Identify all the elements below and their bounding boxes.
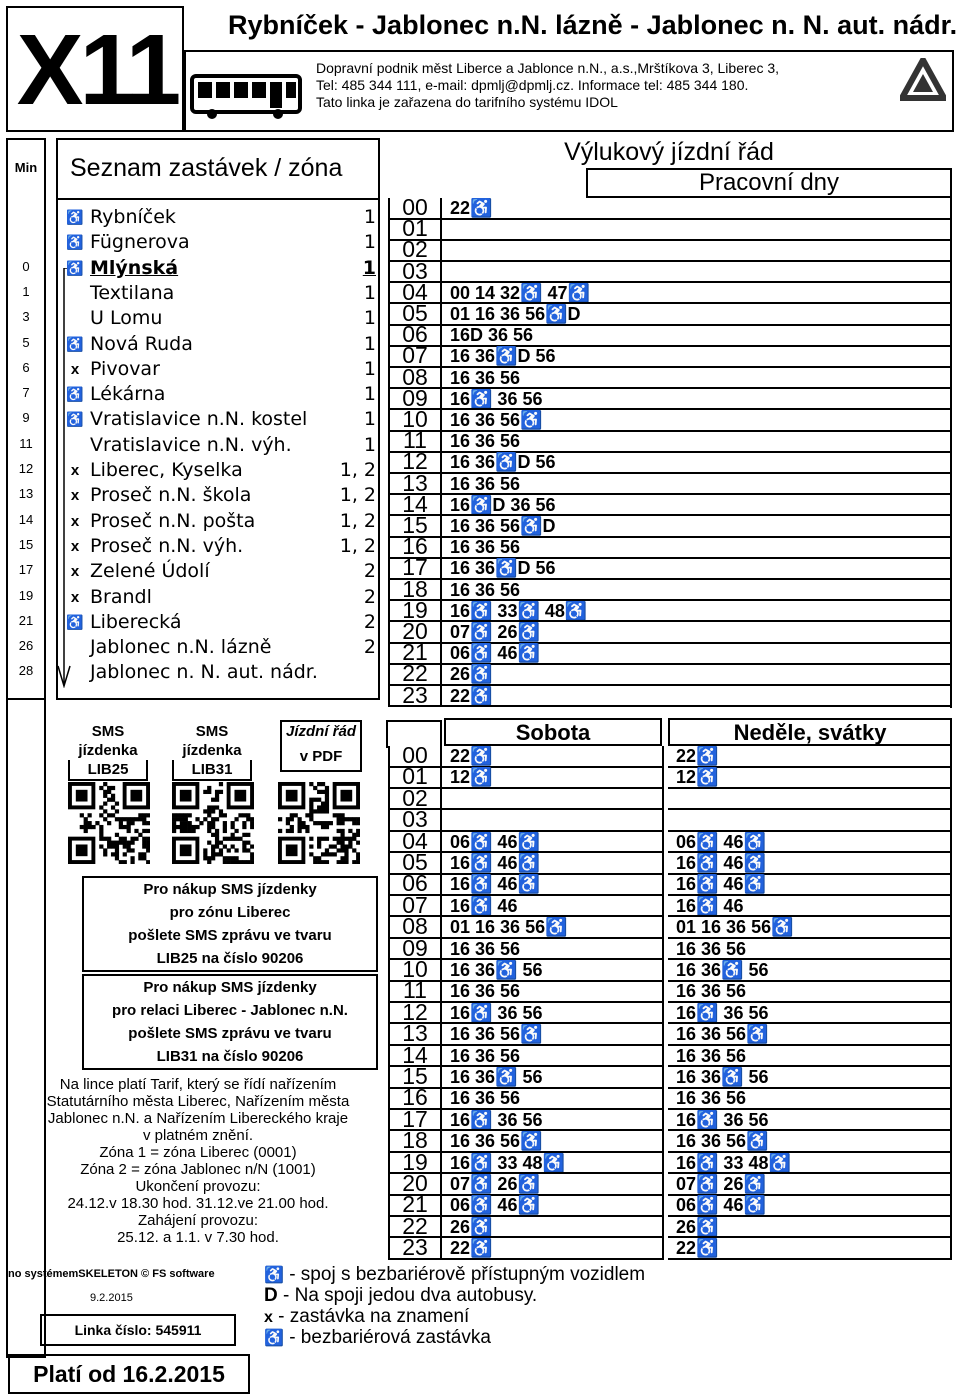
hour-cell: 08 bbox=[388, 917, 442, 939]
legend-text: - bezbariérová zastávka bbox=[283, 1327, 491, 1348]
hour-cell: 03 bbox=[388, 262, 442, 284]
hour-cell: 20 bbox=[388, 622, 442, 644]
wheelchair-icon: ♿ bbox=[66, 234, 84, 251]
sms-info-jablonec bbox=[82, 974, 378, 1070]
request-stop-icon: x bbox=[70, 487, 80, 505]
saturday-minutes: 01 16 36 56♿ bbox=[442, 917, 664, 939]
sunday-minutes: 16 36 56♿ bbox=[668, 1131, 952, 1153]
saturday-minutes bbox=[442, 810, 664, 832]
stop-name: Proseč n.N. pošta bbox=[90, 509, 256, 532]
wheelchair-icon: ♿ bbox=[66, 613, 84, 630]
sms-line: pošlete SMS zprávu ve tvaru bbox=[128, 1025, 332, 1042]
hour-cell: 00 bbox=[388, 198, 442, 220]
sunday-minutes: 16 36 56 bbox=[668, 1088, 952, 1110]
stop-zone: 1 bbox=[363, 332, 376, 355]
hour-cell: 09 bbox=[388, 389, 442, 411]
hour-cell: 03 bbox=[388, 810, 442, 832]
request-stop-icon: x bbox=[264, 1309, 273, 1326]
weekday-minutes: 06♿ 46♿ bbox=[442, 643, 952, 665]
sms-line: pro relaci Liberec - Jablonec n.N. bbox=[112, 1002, 348, 1019]
software-credit: no systémemSKELETON © FS software bbox=[8, 1268, 215, 1280]
saturday-minutes: 16 36 56♿ bbox=[442, 1131, 664, 1153]
hour-cell: 09 bbox=[388, 939, 442, 961]
sunday-minutes: 16 36 56 bbox=[668, 1046, 952, 1068]
tariff-line: Jablonec n.N. a Nařízením Libereckého kraje bbox=[47, 1110, 349, 1127]
saturday-minutes: 16♿ 46 bbox=[442, 896, 664, 918]
weekday-minutes: 16 36♿D 56 bbox=[442, 346, 952, 368]
divider bbox=[58, 198, 378, 200]
request-stop-icon: x bbox=[70, 563, 80, 581]
hour-cell: 01 bbox=[388, 219, 442, 241]
hour-cell: 16 bbox=[388, 1088, 442, 1110]
stop-zone: 1 bbox=[363, 307, 376, 330]
qr-label-lib31 bbox=[170, 722, 254, 781]
sms-line: pro zónu Liberec bbox=[169, 904, 291, 921]
hour-cell: 02 bbox=[388, 789, 442, 811]
sunday-minutes: 16♿ 36 56 bbox=[668, 1003, 952, 1025]
wheelchair-icon: ♿ bbox=[66, 335, 84, 352]
stop-zone: 1, 2 bbox=[339, 509, 376, 532]
stop-name: Nová Ruda bbox=[90, 332, 193, 355]
stop-zone: 1, 2 bbox=[339, 484, 376, 507]
minute-value: 5 bbox=[22, 334, 30, 350]
saturday-minutes: 12♿ bbox=[442, 767, 664, 789]
weekday-minutes bbox=[442, 262, 952, 284]
sunday-minutes: 16 36 56♿ bbox=[668, 1024, 952, 1046]
minute-value: 0 bbox=[22, 258, 30, 274]
tariff-line: Ukončení provozu: bbox=[135, 1178, 261, 1195]
saturday-minutes: 26♿ bbox=[442, 1217, 664, 1239]
stop-zone: 1 bbox=[363, 408, 376, 431]
hour-cell: 21 bbox=[388, 1195, 442, 1217]
tariff-info bbox=[20, 1076, 376, 1246]
timetable-border bbox=[950, 198, 952, 708]
timetable-border bbox=[386, 720, 442, 748]
sunday-minutes: 16 36♿ 56 bbox=[668, 960, 952, 982]
saturday-minutes: 16 36♿ 56 bbox=[442, 960, 664, 982]
sunday-minutes: 16♿ 33 48♿ bbox=[668, 1153, 952, 1175]
minute-value: 17 bbox=[18, 562, 34, 578]
stop-zone: 1 bbox=[363, 281, 376, 304]
hour-cell: 11 bbox=[388, 981, 442, 1003]
weekday-minutes: 16 36♿D 56 bbox=[442, 558, 952, 580]
weekday-minutes: 16 36♿D 56 bbox=[442, 452, 952, 474]
hour-cell: 19 bbox=[388, 1153, 442, 1175]
weekday-minutes: 16 36 56♿ bbox=[442, 410, 952, 432]
weekday-minutes: 00 14 32♿ 47♿ bbox=[442, 283, 952, 305]
sunday-minutes: 06♿ 46♿ bbox=[668, 1195, 952, 1217]
hour-cell: 05 bbox=[388, 853, 442, 875]
qr-label-line: jízdenka bbox=[78, 742, 138, 759]
hour-cell: 14 bbox=[388, 1046, 442, 1068]
route-title: Rybníček - Jablonec n.N. lázně - Jablonec n. N. aut. nádr. bbox=[228, 10, 958, 40]
hour-cell: 20 bbox=[388, 1174, 442, 1196]
tariff-line: Zóna 2 = zóna Jablonec n/N (1001) bbox=[80, 1161, 316, 1178]
saturday-minutes: 16♿ 33 48♿ bbox=[442, 1153, 664, 1175]
saturday-minutes: 06♿ 46♿ bbox=[442, 1195, 664, 1217]
qr-label-line: Jízdní řád bbox=[285, 723, 356, 740]
saturday-title: Sobota bbox=[444, 718, 662, 746]
hour-cell: 06 bbox=[388, 874, 442, 896]
saturday-minutes: 16♿ 36 56 bbox=[442, 1003, 664, 1025]
stop-zone: 2 bbox=[363, 560, 376, 583]
qr-code-pdf-icon[interactable] bbox=[278, 782, 338, 842]
hour-cell: 02 bbox=[388, 240, 442, 262]
sms-info-liberec bbox=[82, 876, 378, 972]
hour-cell: 19 bbox=[388, 601, 442, 623]
legend-item bbox=[264, 1285, 537, 1307]
weekday-minutes: 16♿ 36 56 bbox=[442, 389, 952, 411]
sunday-minutes bbox=[668, 810, 952, 832]
hour-cell: 22 bbox=[388, 664, 442, 686]
stop-name: Liberec, Kyselka bbox=[90, 459, 243, 481]
stop-zone: 1 bbox=[363, 231, 376, 254]
sunday-minutes: 06♿ 46♿ bbox=[668, 832, 952, 854]
stop-name: Lékárna bbox=[90, 383, 166, 406]
saturday-minutes: 22♿ bbox=[442, 1238, 664, 1260]
stop-name: Textilana bbox=[90, 281, 175, 304]
minute-value: 14 bbox=[18, 511, 34, 527]
stop-name: Liberecká bbox=[90, 610, 182, 633]
request-stop-icon: x bbox=[70, 537, 80, 555]
weekday-minutes: 16 36 56♿D bbox=[442, 516, 952, 538]
stop-name: U Lomu bbox=[90, 307, 163, 330]
sunday-minutes: 16♿ 46♿ bbox=[668, 874, 952, 896]
legend-item bbox=[264, 1327, 491, 1349]
request-stop-icon: x bbox=[70, 512, 80, 530]
saturday-minutes: 16♿ 36 56 bbox=[442, 1110, 664, 1132]
weekday-minutes: 22♿ bbox=[442, 686, 952, 708]
minutes-header: Min bbox=[14, 160, 38, 175]
stop-name: Rybníček bbox=[90, 206, 176, 228]
saturday-minutes bbox=[442, 789, 664, 811]
hour-cell: 14 bbox=[388, 495, 442, 517]
tariff-line: Zóna 1 = zóna Liberec (0001) bbox=[99, 1144, 297, 1161]
hour-cell: 13 bbox=[388, 1024, 442, 1046]
tariff-line: 24.12.v 18.30 hod. 31.12.ve 21.00 hod. bbox=[67, 1195, 329, 1212]
tariff-line: 25.12. a 1.1. v 7.30 hod. bbox=[117, 1229, 279, 1246]
company-line: Dopravní podnik měst Liberce a Jablonce n.N., a.s.,Mrštíkova 3, Liberec 3, bbox=[316, 60, 780, 76]
hour-cell: 08 bbox=[388, 368, 442, 390]
line-number: X11 bbox=[16, 14, 178, 126]
wheelchair-icon: ♿ bbox=[66, 209, 84, 225]
hour-cell: 01 bbox=[388, 767, 442, 789]
stop-name: Jablonec n.N. lázně bbox=[90, 636, 272, 659]
valid-from: Platí od 16.2.2015 bbox=[8, 1354, 250, 1394]
hour-cell: 10 bbox=[388, 960, 442, 982]
company-info bbox=[316, 60, 779, 111]
hour-cell: 11 bbox=[388, 431, 442, 453]
tariff-line: Zahájení provozu: bbox=[137, 1212, 259, 1229]
weekday-title: Pracovní dny bbox=[586, 168, 952, 198]
weekday-minutes bbox=[442, 240, 952, 262]
wheelchair-icon: ♿ bbox=[264, 1267, 284, 1284]
stop-zone: 1, 2 bbox=[339, 534, 376, 557]
qr-label-lib25 bbox=[66, 722, 150, 781]
hour-cell: 16 bbox=[388, 537, 442, 559]
hour-cell: 23 bbox=[388, 1238, 442, 1260]
minute-value: 26 bbox=[18, 638, 34, 654]
hour-cell: 07 bbox=[388, 346, 442, 368]
minute-value: 9 bbox=[22, 410, 30, 426]
wheelchair-icon: ♿ bbox=[264, 1330, 284, 1347]
minute-value: 6 bbox=[22, 359, 30, 375]
weekday-minutes: 16D 36 56 bbox=[442, 325, 952, 347]
saturday-minutes: 22♿ bbox=[442, 746, 664, 768]
minute-value: 3 bbox=[22, 309, 30, 325]
qr-label-line: LIB25 bbox=[87, 761, 129, 778]
stop-name: Zelené Údolí bbox=[90, 560, 210, 583]
qr-label-line: SMS bbox=[91, 723, 125, 740]
stop-zone: 1 bbox=[363, 383, 376, 406]
weekday-minutes: 16 36 56 bbox=[442, 580, 952, 602]
hour-cell: 04 bbox=[388, 283, 442, 305]
qr-label-pdf bbox=[280, 720, 362, 772]
sms-line: pošlete SMS zprávu ve tvaru bbox=[128, 927, 332, 944]
hour-cell: 04 bbox=[388, 832, 442, 854]
wheelchair-icon: ♿ bbox=[66, 386, 84, 403]
company-line: Tato linka je zařazena do tarifního systému IDOL bbox=[316, 94, 618, 110]
minute-value: 19 bbox=[18, 587, 34, 603]
stop-zone: 1 bbox=[363, 357, 376, 380]
weekday-minutes bbox=[442, 219, 952, 241]
tariff-line: Na lince platí Tarif, který se řídí nařízením bbox=[59, 1076, 337, 1093]
hour-cell: 21 bbox=[388, 643, 442, 665]
sms-line: Pro nákup SMS jízdenky bbox=[143, 881, 317, 898]
qr-code-lib31-icon[interactable] bbox=[172, 782, 232, 842]
weekday-minutes: 26♿ bbox=[442, 664, 952, 686]
saturday-minutes: 07♿ 26♿ bbox=[442, 1174, 664, 1196]
hour-cell: 13 bbox=[388, 474, 442, 496]
hour-cell: 10 bbox=[388, 410, 442, 432]
company-logo-icon bbox=[900, 58, 946, 104]
request-stop-icon: x bbox=[70, 588, 80, 606]
weekday-minutes: 16 36 56 bbox=[442, 368, 952, 390]
sunday-minutes: 16 36 56 bbox=[668, 981, 952, 1003]
stop-zone: 1 bbox=[363, 433, 376, 456]
weekday-minutes: 16 36 56 bbox=[442, 474, 952, 496]
legend-item bbox=[264, 1306, 469, 1328]
qr-label-line: jízdenka bbox=[182, 742, 242, 759]
minute-value: 7 bbox=[22, 385, 30, 401]
saturday-minutes: 16 36 56 bbox=[442, 1088, 664, 1110]
weekday-minutes: 07♿ 26♿ bbox=[442, 622, 952, 644]
tariff-line: Statutárního města Liberec, Nařízením města bbox=[46, 1093, 350, 1110]
sunday-minutes: 26♿ bbox=[668, 1217, 952, 1239]
hour-cell: 18 bbox=[388, 1131, 442, 1153]
stop-zone: 1 bbox=[363, 206, 376, 228]
minute-value: 13 bbox=[18, 486, 34, 502]
sunday-minutes: 22♿ bbox=[668, 1238, 952, 1260]
hour-cell: 12 bbox=[388, 1003, 442, 1025]
stop-zone: 2 bbox=[363, 610, 376, 633]
legend-text: - Na spoji jedou dva autobusy. bbox=[277, 1285, 538, 1306]
sunday-minutes: 22♿ bbox=[668, 746, 952, 768]
sunday-minutes: 07♿ 26♿ bbox=[668, 1174, 952, 1196]
saturday-minutes: 16 36 56 bbox=[442, 1046, 664, 1068]
wheelchair-icon: ♿ bbox=[66, 259, 84, 276]
saturday-minutes: 16♿ 46♿ bbox=[442, 853, 664, 875]
qr-label-line: SMS bbox=[195, 723, 229, 740]
request-stop-icon: x bbox=[70, 462, 80, 479]
sunday-minutes: 01 16 36 56♿ bbox=[668, 917, 952, 939]
wheelchair-icon: ♿ bbox=[66, 411, 84, 428]
hour-cell: 23 bbox=[388, 686, 442, 708]
weekday-minutes: 16♿ 33♿ 48♿ bbox=[442, 601, 952, 623]
saturday-minutes: 16♿ 46♿ bbox=[442, 874, 664, 896]
saturday-minutes: 06♿ 46♿ bbox=[442, 832, 664, 854]
tariff-line: v platném znění. bbox=[142, 1127, 254, 1144]
stop-zone: 1, 2 bbox=[339, 459, 376, 481]
line-code: Linka číslo: 545911 bbox=[40, 1314, 236, 1346]
print-date: 9.2.2015 bbox=[90, 1292, 133, 1304]
minute-value: 15 bbox=[18, 536, 34, 552]
hour-cell: 05 bbox=[388, 304, 442, 326]
saturday-minutes: 16 36 56 bbox=[442, 981, 664, 1003]
double-bus-symbol: D bbox=[264, 1285, 278, 1306]
hour-cell: 15 bbox=[388, 516, 442, 538]
stop-zone: 2 bbox=[363, 585, 376, 608]
bus-icon bbox=[190, 72, 304, 122]
sunday-minutes: 16♿ 46 bbox=[668, 896, 952, 918]
minute-value: 28 bbox=[18, 663, 34, 679]
line-number-box bbox=[6, 6, 184, 132]
weekday-minutes: 16♿D 36 56 bbox=[442, 495, 952, 517]
sunday-minutes: 16♿ 46♿ bbox=[668, 853, 952, 875]
hour-cell: 00 bbox=[388, 746, 442, 768]
timetable-title: Výlukový jízdní řád bbox=[564, 138, 774, 166]
minute-value: 21 bbox=[18, 612, 34, 628]
sms-line: Pro nákup SMS jízdenky bbox=[143, 979, 317, 996]
hour-cell: 07 bbox=[388, 896, 442, 918]
hour-cell: 06 bbox=[388, 325, 442, 347]
sms-line: LIB25 na číslo 90206 bbox=[156, 950, 304, 967]
sunday-minutes: 16♿ 36 56 bbox=[668, 1110, 952, 1132]
qr-code-lib25-icon[interactable] bbox=[68, 782, 128, 842]
hour-cell: 17 bbox=[388, 558, 442, 580]
stop-name: Jablonec n. N. aut. nádr. bbox=[90, 661, 318, 684]
hour-cell: 15 bbox=[388, 1067, 442, 1089]
sunday-minutes: 16 36♿ 56 bbox=[668, 1067, 952, 1089]
saturday-minutes: 16 36 56 bbox=[442, 939, 664, 961]
minutes-column-tail bbox=[6, 700, 46, 1358]
stop-name: Pivovar bbox=[90, 357, 160, 380]
legend-item bbox=[264, 1264, 645, 1286]
stop-name: Brandl bbox=[90, 585, 152, 608]
weekday-minutes: 16 36 56 bbox=[442, 431, 952, 453]
stop-name: Vratislavice n.N. výh. bbox=[90, 433, 292, 456]
sunday-minutes: 12♿ bbox=[668, 767, 952, 789]
qr-label-line: v PDF bbox=[299, 748, 343, 765]
stop-zone: 2 bbox=[363, 636, 376, 659]
stop-name: Vratislavice n.N. kostel bbox=[90, 408, 308, 431]
weekday-minutes: 22♿ bbox=[442, 198, 952, 220]
request-stop-icon: x bbox=[70, 360, 80, 378]
saturday-minutes: 16 36 56♿ bbox=[442, 1024, 664, 1046]
weekday-minutes: 16 36 56 bbox=[442, 537, 952, 559]
minute-value: 1 bbox=[22, 283, 30, 299]
stop-name: Proseč n.N. škola bbox=[90, 484, 252, 507]
sunday-minutes: 16 36 56 bbox=[668, 939, 952, 961]
legend-text: - zastávka na znamení bbox=[272, 1306, 470, 1327]
sms-line: LIB31 na číslo 90206 bbox=[156, 1048, 304, 1065]
stop-name: Fügnerova bbox=[90, 231, 190, 254]
qr-label-line: LIB31 bbox=[191, 761, 233, 778]
hour-cell: 22 bbox=[388, 1217, 442, 1239]
hour-cell: 18 bbox=[388, 580, 442, 602]
legend-text: - spoj s bezbariérově přístupným vozidlem bbox=[283, 1264, 646, 1285]
stop-name: Proseč n.N. výh. bbox=[90, 534, 244, 557]
hour-cell: 17 bbox=[388, 1110, 442, 1132]
stop-zone: 1 bbox=[362, 256, 376, 279]
company-line: Tel: 485 344 111, e-mail: dpmlj@dpmlj.cz. Informace tel: 485 344 180. bbox=[316, 77, 749, 93]
weekday-minutes: 01 16 36 56♿D bbox=[442, 304, 952, 326]
hour-cell: 12 bbox=[388, 452, 442, 474]
sunday-title: Neděle, svátky bbox=[668, 718, 952, 746]
sunday-minutes bbox=[668, 789, 952, 811]
saturday-minutes: 16 36♿ 56 bbox=[442, 1067, 664, 1089]
minute-value: 12 bbox=[18, 461, 34, 476]
stop-name: Mlýnská bbox=[90, 256, 179, 279]
stops-title: Seznam zastávek / zóna bbox=[70, 154, 343, 182]
minute-value: 11 bbox=[19, 435, 33, 451]
